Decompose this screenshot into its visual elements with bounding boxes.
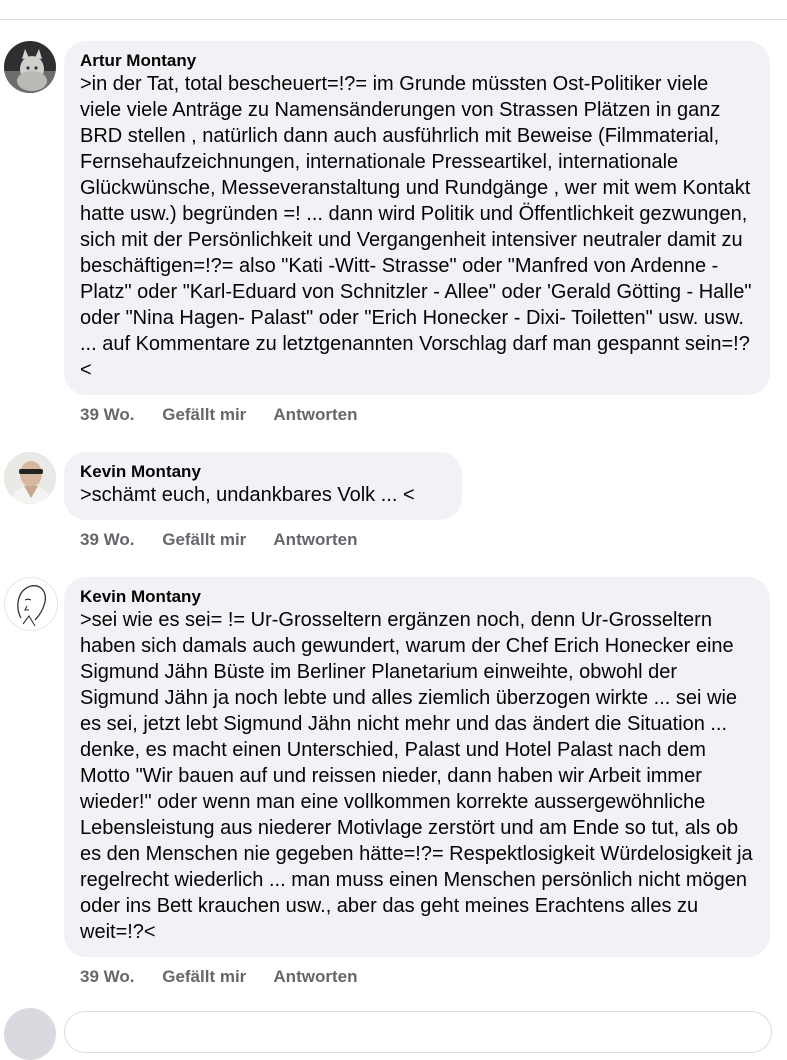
avatar[interactable] [4, 577, 58, 631]
comment-text: >in der Tat, total bescheuert=!?= im Grunde müssten Ost-Politiker viele viele viele Anträge zu Namensänderungen von Strassen Plätzen in ganz BRD stellen , natürlich dann auch ausführlich mit Beweise (Filmmaterial, Fernsehaufzeichnungen, internationale Presseartikel, internationale Glückwünsche, Messeveranstaltung und Rundgänge , wer mit wem Kontakt hatte usw.) begründen =! ... dann wird Politik und Öffentlichkeit gezwungen, sich mit der Persönlichkeit und Vergangenheit intensiver neutraler damit zu beschäftigen=!?= also "Kati -Witt- Strasse" oder "Manfred von Ardenne - Platz" oder "Karl-Eduard von Schnitzler - Allee" oder 'Gerald Götting - Halle" oder "Nina Hagen- Palast" oder "Erich Honecker - Dixi- Toiletten" usw. usw. ... auf Kommentare zu letztgenannten Vorschlag darf man gespannt sein=!?< [80, 73, 752, 381]
comment-actions [80, 967, 380, 987]
person-photo-icon [4, 452, 56, 504]
next-comment-avatar[interactable] [4, 1008, 56, 1060]
comment-text: >schämt euch, undankbares Volk ... < [80, 484, 415, 506]
next-comment-bubble [64, 1011, 772, 1053]
comment-bubble [64, 577, 770, 957]
like-button[interactable]: Gefällt mir [162, 405, 247, 424]
comment-text: >sei wie es sei= != Ur-Grosseltern ergänzen noch, denn Ur-Grosseltern haben sich damals auch gewundert, warum der Chef Erich Honecker eine Sigmund Jähn Büste im Berliner Planetarium einweihte, obwohl der Sigmund Jähn ja noch lebte und alles ziemlich überzogen wirkte ... sei wie es sei, jetzt lebt Sigmund Jähn nicht mehr und das ändert die Situation ... denke, es macht einen Unterschied, Palast und Hotel Palast nach dem Motto "Wir bauen auf und reissen nieder, dann haben wir Arbeit immer wieder!" oder wenn man eine vollkommen korrekte aussergewöhnliche Lebensleistung aus niederer Motivlage zerstört und am Ende so tut, als ob es den Menschen nie gegeben hätte=!?= Respektlosigkeit Würdelosigkeit ja regelrecht wiederlich ... man muss einen Menschen persönlich nicht mögen oder ins Bett krauchen usw., aber das geht meines Erachtens alles zu weit=!?< [80, 609, 753, 943]
comment-bubble [64, 452, 462, 520]
comment-actions [80, 405, 380, 425]
comment-bubble [64, 41, 770, 395]
comment-timestamp[interactable]: 39 Wo. [80, 405, 135, 424]
comment-timestamp[interactable]: 39 Wo. [80, 967, 135, 986]
comment-author[interactable]: Artur Montany [80, 51, 197, 70]
reply-button[interactable]: Antworten [273, 530, 358, 549]
like-button[interactable]: Gefällt mir [162, 530, 247, 549]
avatar[interactable] [4, 41, 56, 93]
face-sketch-icon [5, 578, 57, 630]
cat-photo-icon [4, 41, 56, 93]
reply-button[interactable]: Antworten [273, 405, 358, 424]
like-button[interactable]: Gefällt mir [162, 967, 247, 986]
comment-actions [80, 530, 380, 550]
avatar[interactable] [4, 452, 56, 504]
reply-button[interactable]: Antworten [273, 967, 358, 986]
previous-comment-cutoff [0, 0, 787, 20]
comment-author[interactable]: Kevin Montany [80, 462, 201, 481]
comment-timestamp[interactable]: 39 Wo. [80, 530, 135, 549]
comment-author[interactable]: Kevin Montany [80, 587, 201, 606]
